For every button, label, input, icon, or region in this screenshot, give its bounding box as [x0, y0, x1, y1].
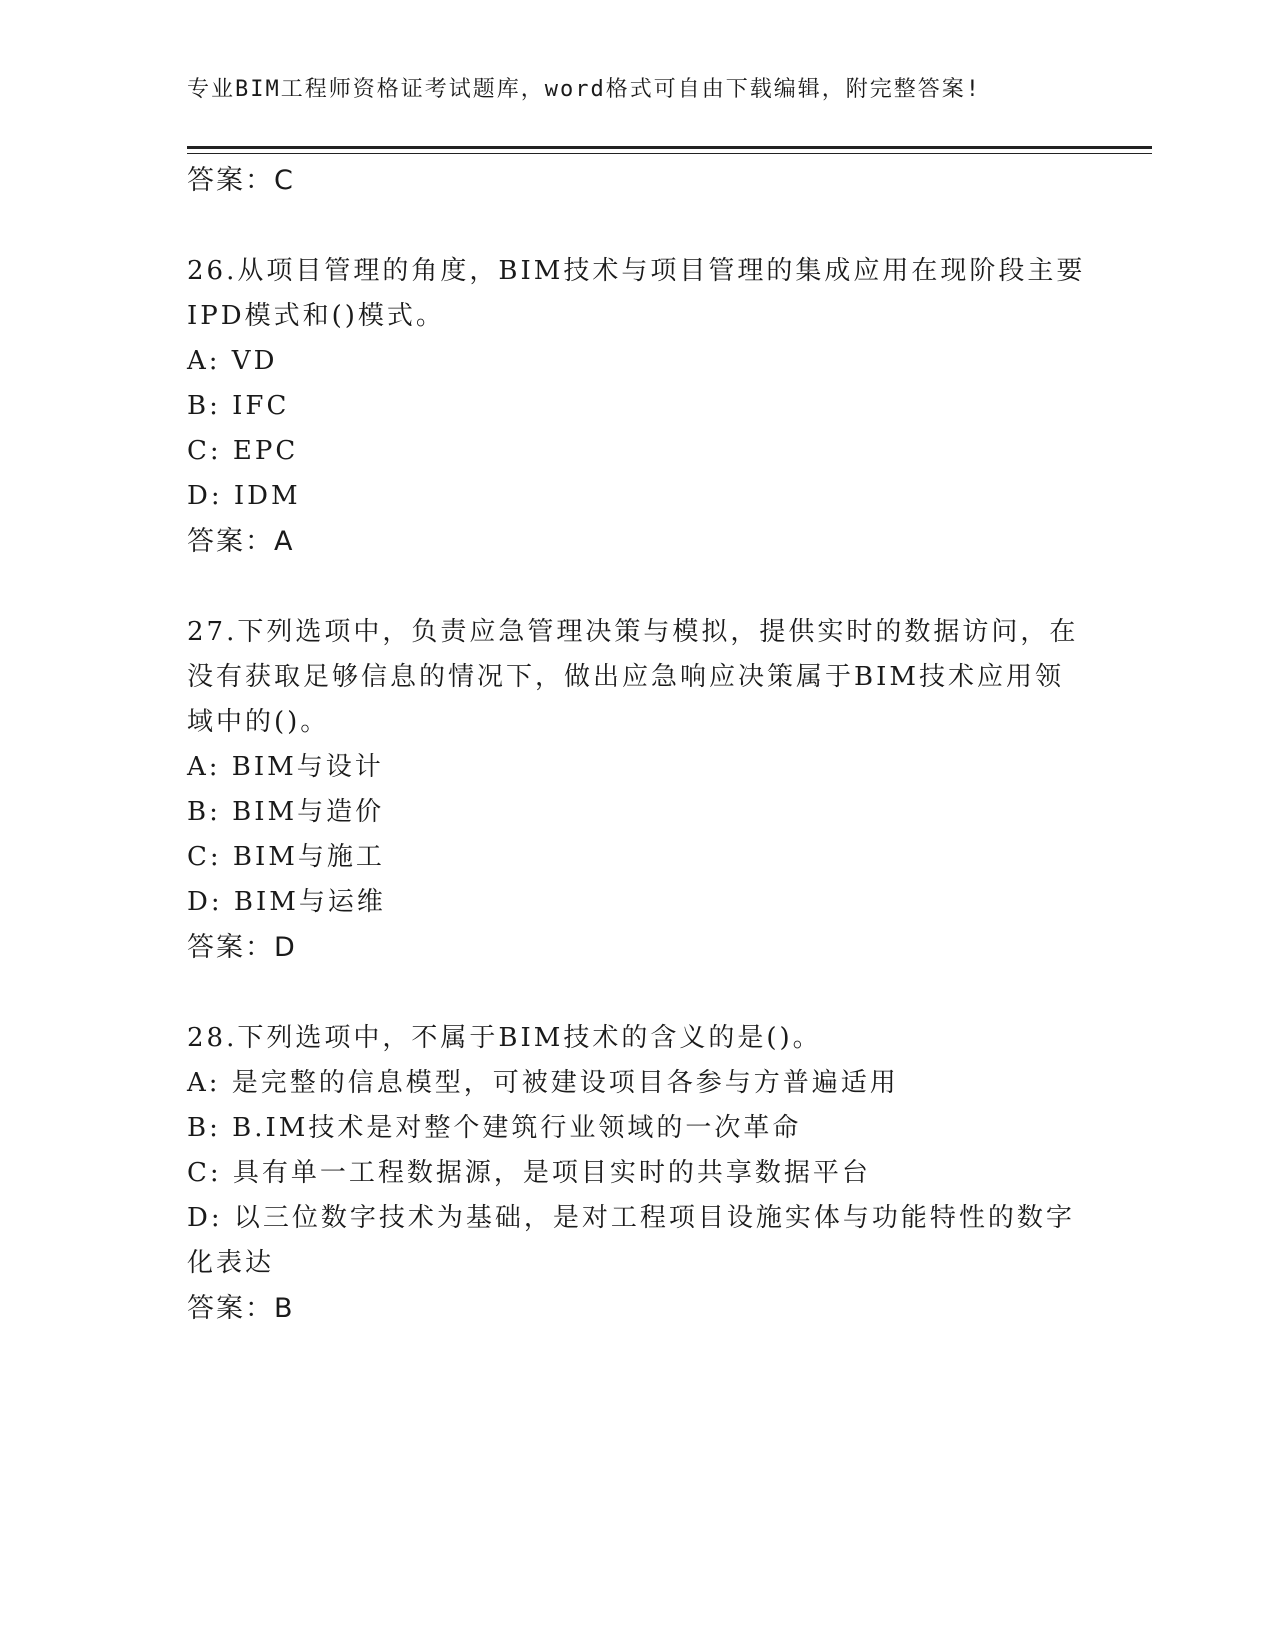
option-d: D: BIM与运维: [187, 887, 386, 917]
header-rule-thick: [187, 146, 1152, 149]
document-body: [187, 158, 1087, 1331]
option-c: C: EPC: [187, 436, 299, 466]
question-text: 28.下列选项中，不属于BIM技术的含义的是()。: [187, 1023, 822, 1053]
page-header: 专业BIM工程师资格证考试题库，word格式可自由下载编辑，附完整答案!: [187, 77, 981, 102]
question-text: 域中的()。: [187, 707, 330, 737]
question-text: 没有获取足够信息的情况下，做出应急响应决策属于BIM技术应用领: [187, 662, 1064, 692]
answer: 答案：B: [187, 1293, 295, 1324]
option-a: A: BIM与设计: [187, 752, 384, 782]
header-rule-thin: [187, 153, 1152, 154]
option-d-continued: 化表达: [187, 1248, 275, 1278]
question-text: IPD模式和()模式。: [187, 301, 445, 331]
option-a: A: VD: [187, 346, 278, 376]
option-b: B: IFC: [187, 391, 290, 421]
question-text: 27.下列选项中，负责应急管理决策与模拟，提供实时的数据访问，在: [187, 617, 1079, 647]
question-27: [187, 610, 1087, 970]
option-b: B: BIM与造价: [187, 797, 385, 827]
previous-answer: 答案：C: [187, 165, 295, 196]
option-c: C: 具有单一工程数据源，是项目实时的共享数据平台: [187, 1158, 871, 1188]
answer: 答案：D: [187, 932, 297, 963]
option-c: C: BIM与施工: [187, 842, 385, 872]
question-text: 26.从项目管理的角度，BIM技术与项目管理的集成应用在现阶段主要: [187, 256, 1086, 286]
answer: 答案：A: [187, 526, 295, 557]
option-d: D: IDM: [187, 481, 301, 511]
question-28: [187, 1016, 1087, 1331]
question-26: [187, 249, 1087, 564]
option-b: B: B.IM技术是对整个建筑行业领域的一次革命: [187, 1113, 802, 1143]
option-d: D: 以三位数字技术为基础，是对工程项目设施实体与功能特性的数字: [187, 1203, 1075, 1233]
option-a: A: 是完整的信息模型，可被建设项目各参与方普遍适用: [187, 1068, 899, 1098]
